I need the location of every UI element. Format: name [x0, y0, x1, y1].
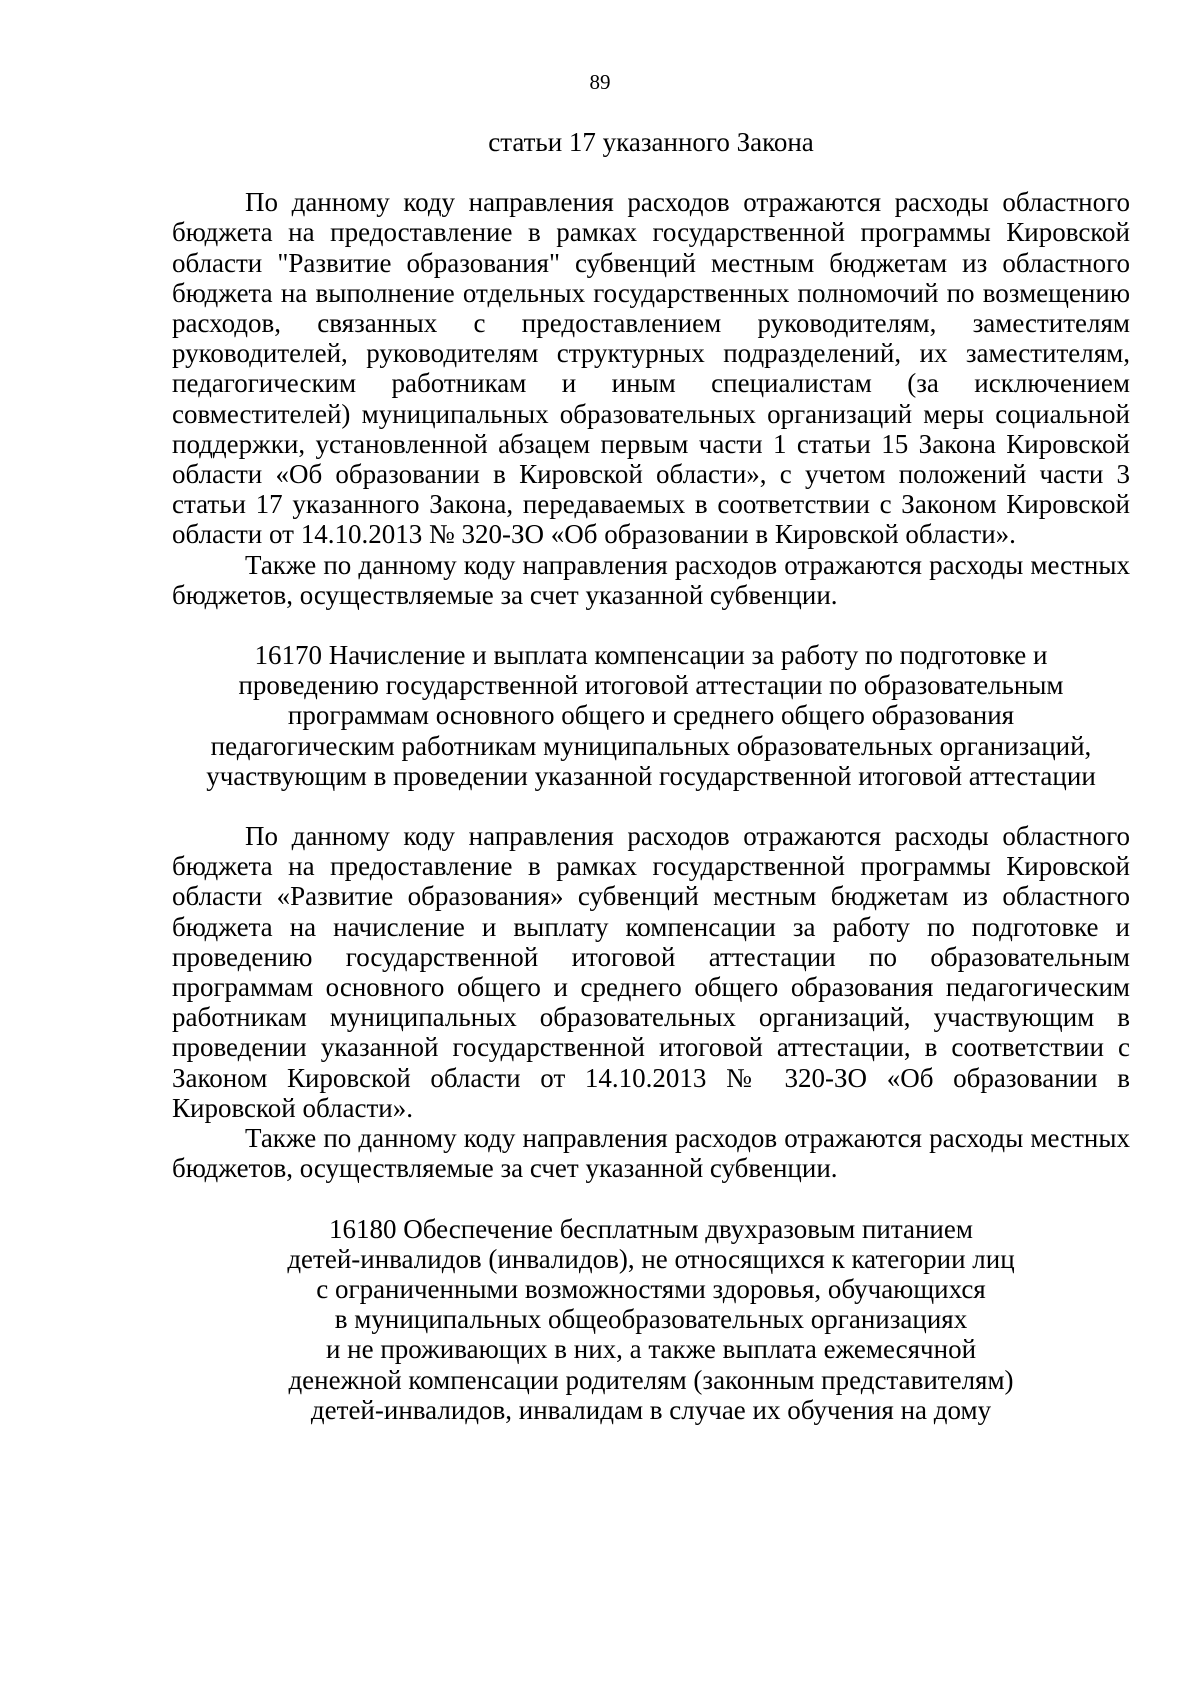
heading-line: программам основного общего и среднего общего образования: [287, 700, 1015, 731]
heading-line: с ограниченными возможностями здоровья, обучающихся: [316, 1273, 986, 1304]
heading-line: и не проживающих в них, а также выплата ежемесячной: [325, 1334, 977, 1365]
section-heading-16170: [172, 640, 1130, 791]
page-number: 89: [589, 70, 611, 94]
heading-line: детей-инвалидов, инвалидам в случае их обучения на дому: [310, 1394, 992, 1425]
heading-line: в муниципальных общеобразовательных организациях: [334, 1304, 968, 1335]
intro-paragraph-2: Также по данному коду направления расходов отражаются расходы местных бюджетов, осуществляемые за счет указанной субвенции.: [172, 549, 1130, 610]
document-body: [172, 127, 1130, 1425]
section-16170-paragraph-1: По данному коду направления расходов отражаются расходы областного бюджета на предоставление в рамках государственной программы Кировской области «Развитие образования» субвенций местным бюджетам из областного бюджета на начисление и выплату компенсации за работу по подготовке и проведению государственной итоговой аттестации по образовательным программам основного общего и среднего общего образования педагогическим работникам муниципальных образовательных организаций, участвующим в проведении указанной государственной итоговой аттестации, в соответствии с Законом Кировской области от 14.10.2013 № 320-ЗО «Об образовании в Кировской области».: [172, 821, 1130, 1123]
heading-line: 16180 Обеспечение бесплатным двухразовым питанием: [329, 1213, 973, 1244]
intro-paragraph-1: По данному коду направления расходов отражаются расходы областного бюджета на предоставление в рамках государственной программы Кировской области "Развитие образования" субвенций местным бюджетам из областного бюджета на выполнение отдельных государственных полномочий по возмещению расходов, связанных с предоставлением руководителям, заместителям руководителей, руководителям структурных подразделений, их заместителям, педагогическим работникам и иным специалистам (за исключением совместителей) муниципальных образовательных организаций меры социальной поддержки, установленной абзацем первым части 1 статьи 15 Закона Кировской области «Об образовании в Кировской области», с учетом положений части 3 статьи 17 указанного Закона, передаваемых в соответствии с Законом Кировской области от 14.10.2013 № 320-ЗО «Об образовании в Кировской области».: [172, 187, 1130, 550]
heading-line: детей-инвалидов (инвалидов), не относящихся к категории лиц: [287, 1243, 1015, 1274]
heading-line: 16170 Начисление и выплата компенсации за работу по подготовке и: [254, 640, 1048, 671]
section-16170-paragraph-2: Также по данному коду направления расходов отражаются расходы местных бюджетов, осуществляемые за счет указанной субвенции.: [172, 1123, 1130, 1184]
heading-line: педагогическим работникам муниципальных образовательных организаций,: [210, 730, 1092, 761]
continuation-line: статьи 17 указанного Закона: [488, 127, 814, 157]
section-heading-16180: [172, 1214, 1130, 1425]
heading-line: денежной компенсации родителям (законным представителям): [288, 1364, 1014, 1395]
heading-line: проведению государственной итоговой аттестации по образовательным: [238, 670, 1064, 701]
heading-line: участвующим в проведении указанной государственной итоговой аттестации: [206, 760, 1096, 791]
